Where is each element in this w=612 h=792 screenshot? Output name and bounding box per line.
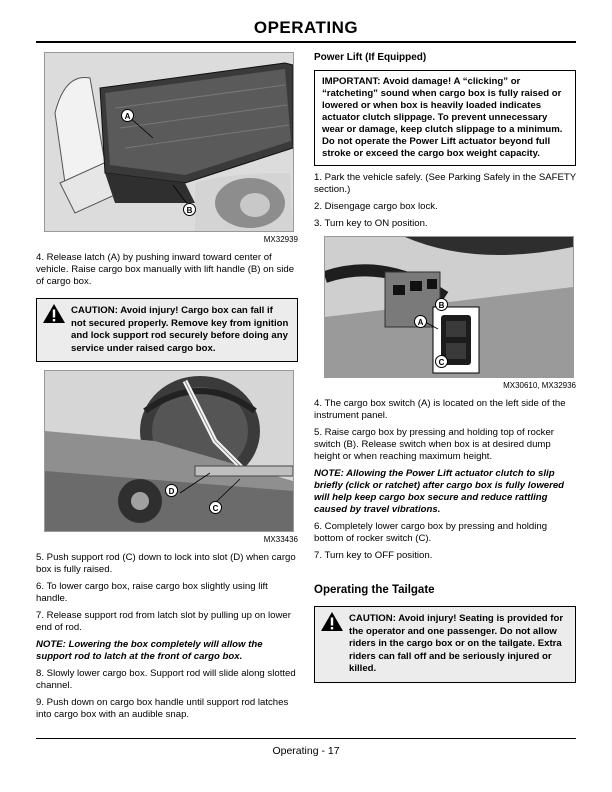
section-heading: Operating the Tailgate: [314, 584, 435, 596]
callout-b: B: [435, 298, 448, 311]
left-column: [36, 52, 298, 726]
header-rule: [36, 41, 576, 43]
step-7: 7. Release support rod from latch slot by pulling up on lower end of rod.: [36, 610, 291, 633]
step-6: 6. Completely lower cargo box by pressing and holding bottom of rocker switch (C).: [314, 521, 548, 544]
callout-c: C: [209, 501, 222, 514]
step-4: 4. The cargo box switch (A) is located on the left side of the instrument panel.: [314, 398, 566, 421]
page-title: OPERATING: [253, 18, 359, 37]
footer-rule: [36, 738, 576, 739]
page-number: Operating - 17: [272, 745, 340, 757]
callout-b: B: [183, 203, 196, 216]
caution-text: CAUTION: Avoid injury! Cargo box can fall if not secured properly. Remove key from ignition and lock support rod securely before doing any service under raised cargo box.: [71, 305, 289, 354]
support-rod-figure: [44, 370, 294, 532]
cargo-box-switch-illustration: [325, 237, 573, 377]
step-9: 9. Push down on cargo box handle until support rod latches into cargo box with an audible snap.: [36, 697, 289, 720]
step-1: 1. Park the vehicle safely. (See Parking Safely in the SAFETY section.): [314, 172, 577, 195]
caution-box: [36, 298, 298, 362]
note: NOTE: Allowing the Power Lift actuator clutch to slip briefly (click or ratchet) after cargo box is fully lowered will help keep cargo box secure and reduce rattling caused by travel vibrations.: [314, 468, 565, 515]
step-4: 4. Release latch (A) by pushing inward toward center of vehicle. Raise cargo box manually with lift handle (B) on side of cargo box.: [36, 252, 295, 287]
step-5: 5. Raise cargo box by pressing and holding top of rocker switch (B). Release switch when box is at desired dump height or when reaching maximum height.: [314, 427, 554, 462]
step-6: 6. To lower cargo box, raise cargo box slightly using lift handle.: [36, 581, 268, 604]
step-8: 8. Slowly lower cargo box. Support rod will slide along slotted channel.: [36, 668, 296, 691]
callout-a: A: [414, 315, 427, 328]
step-3: 3. Turn key to ON position.: [314, 218, 428, 229]
callout-d: D: [165, 484, 178, 497]
caution-box: [314, 606, 576, 683]
step-2: 2. Disengage cargo box lock.: [314, 201, 438, 212]
caution-text: CAUTION: Avoid injury! Seating is provided for the operator and one passenger. Do not allow riders in the cargo box or on the tailgate. Extra riders can fall off and be seriously injured or killed.: [349, 613, 564, 674]
callout-c: C: [435, 355, 448, 368]
support-rod-illustration: [45, 371, 293, 531]
callout-a: A: [121, 109, 134, 122]
figure-code: MX33436: [263, 535, 298, 544]
warning-triangle-icon: [43, 304, 65, 323]
subheading: Power Lift (If Equipped): [314, 52, 427, 63]
warning-triangle-icon: [321, 612, 343, 631]
cargo-box-switch-figure: [324, 236, 574, 378]
figure-code: MX30610, MX32936: [503, 381, 576, 390]
step-7: 7. Turn key to OFF position.: [314, 550, 433, 561]
note: NOTE: Lowering the box completely will allow the support rod to latch at the front of cargo box.: [36, 639, 263, 662]
step-5: 5. Push support rod (C) down to lock into slot (D) when cargo box is fully raised.: [36, 552, 296, 575]
important-box: IMPORTANT: Avoid damage! A “clicking” or “ratcheting” sound when cargo box is fully raised or lowered or when box is heavily loaded indicates actuator clutch slippage. To prevent unnecessary wear or damage, keep clutch slippage to a minimum. Do not operate the Power Lift actuator beyond full stroke or exceed the cargo box weight capacity.: [314, 70, 576, 166]
figure-code: MX32939: [263, 235, 298, 244]
cargo-box-latch-illustration: [45, 53, 293, 231]
right-column: [314, 52, 576, 691]
cargo-box-latch-figure: [44, 52, 294, 232]
